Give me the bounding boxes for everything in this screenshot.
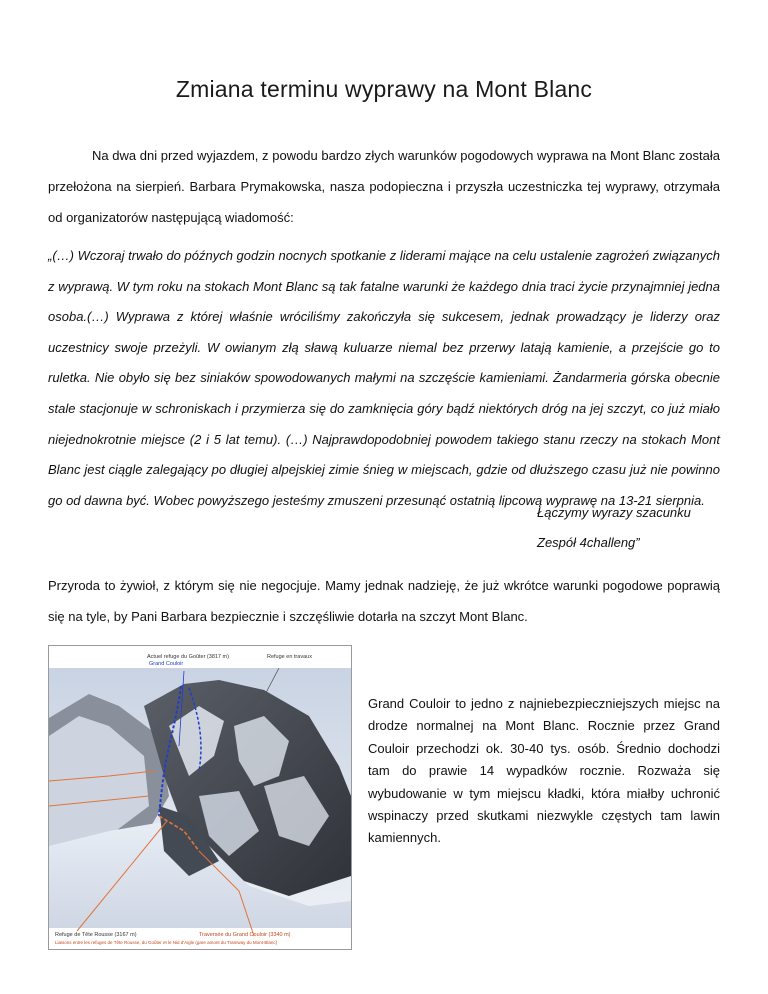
signature-greeting: Łączymy wyrazy szacunku [537,505,691,520]
quoted-message: „(…) Wczoraj trwało do późnych godzin nocnych spotkanie z liderami mające na celu ustalenie zagrożeń związanych z wyprawą. W tym roku na stokach Mont Blanc są tak fatalne warunki że każdego dnia traci życie przynajmniej jedna osoba.(…) Wyprawa z której właśnie wróciliśmy zakończyła się sukcesem, jednak prowadzący je liderzy oraz uczestnicy swoje przeżyli. W owianym złą sławą kuluarze niemal bez przerwy latają kamienie, a przejście go to ruletka. Nie obyło się bez siniaków spowodowanych małymi na szczęście kamieniami. Żandarmeria górska obecnie stale stacjonuje w schroniskach i przymierza się do zamknięcia góry bądź niektórych dróg na jej szczyt, co już miało niejednokrotnie miejsce (2 i 5 lat temu). (…) Najprawdopodobniej powodem takiego stanu rzeczy na stokach Mont Blanc jest ciągle zalegający po długiej alpejskiej zimie śnieg w miejscach, gdzie od dłuższego czasu już nie powinno go od dawna być. Wobec powyższego jesteśmy zmuszeni przesunąć ostatnią lipcową wyprawę na 13-21 sierpnia. [48,248,720,508]
closing-paragraph: Przyroda to żywioł, z którym się nie negocjuje. Mamy jednak nadzieję, że już wkrótce warunki pogodowe poprawią się na tyle, by Pani Barbara bezpiecznie i szczęśliwie dotarła na szczyt Mont Blanc. [48,578,720,624]
label-tete-rousse: Refuge de Tête Rousse (3167 m) [55,932,137,938]
label-refuge-gouter: Actuel refuge du Goûter (3817 m) [147,654,229,660]
photo-caption: Grand Couloir to jedno z najniebezpieczniejszych miejsc na drodze normalnej na Mont Blanc. Rocznie przez Grand Couloir przechodzi ok. 30-40 tys. osób. Średnio dochodzi tam do prawie 14 wypadków rocznie. Rozważa się wybudowanie w tym miejscu kładki, która miałby uchronić wspinaczy przed skutkami niezwykle częstych tam lawin kamiennych. [368,696,720,846]
label-liaisons: Liaisons entre les refuges de Tête Rousse, du Goûter et le Nid d'Aigle (gare amont du Tramway du Mont-Blanc) [55,940,278,945]
label-grand-couloir: Grand Couloir [149,661,184,667]
label-refuge-travaux: Refuge en travaux [267,654,312,660]
signature-team: Zespół 4challeng” [537,535,640,550]
intro-paragraph: Na dwa dni przed wyjazdem, z powodu bardzo złych warunków pogodowych wyprawa na Mont Blanc została przełożona na sierpień. Barbara Prymakowska, nasza podopieczna i przyszła uczestniczka tej wyprawy, otrzymała od organizatorów następującą wiadomość: [48,148,720,225]
mountain-route-illustration [49,646,351,949]
grand-couloir-photo [48,645,352,950]
label-traversee: Traversée du Grand Couloir (3340 m) [199,932,291,938]
page-title: Zmiana terminu wyprawy na Mont Blanc [175,76,593,102]
